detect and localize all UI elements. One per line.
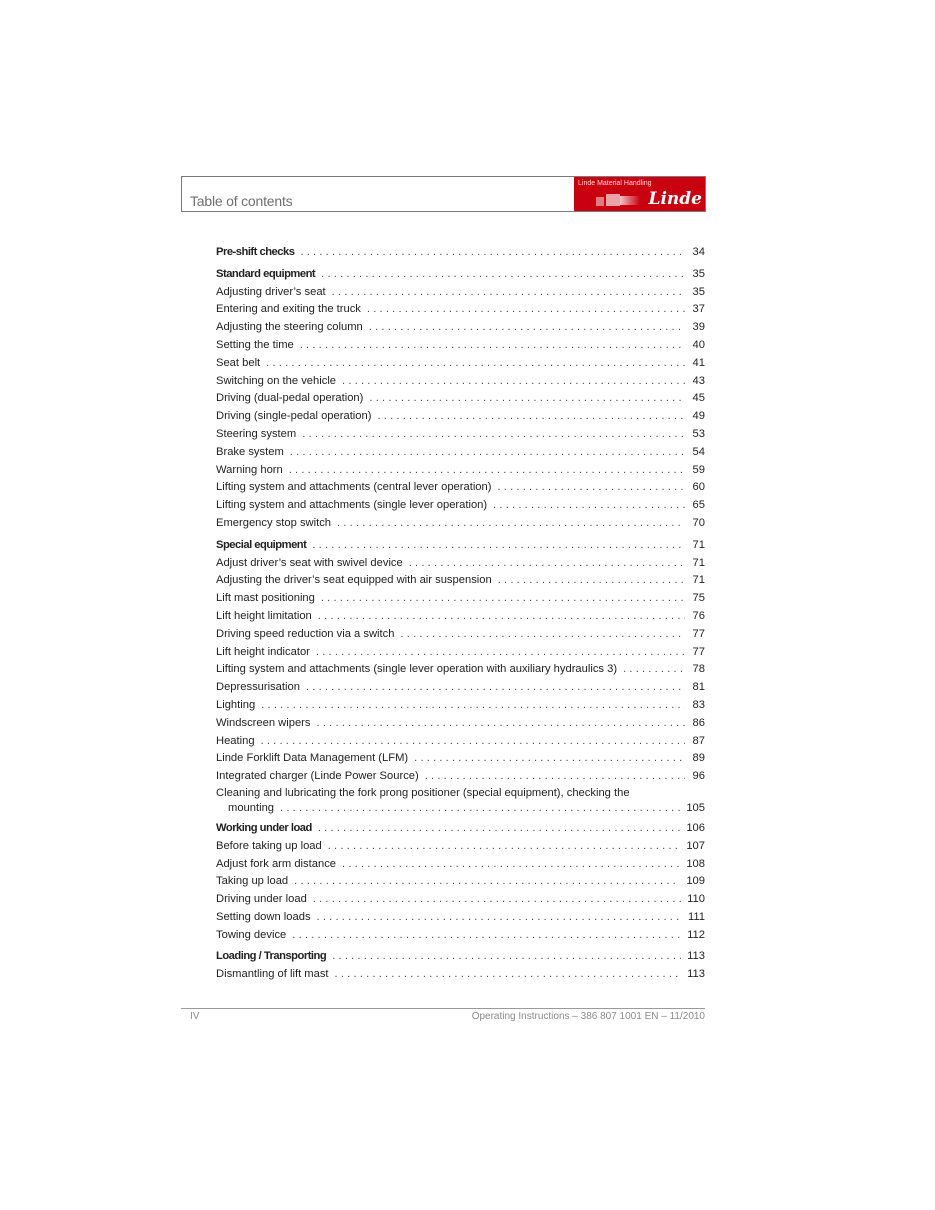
dot-leader (292, 927, 681, 945)
toc-entry[interactable] (216, 644, 705, 662)
toc-page-number: 83 (692, 698, 705, 711)
toc-page-number: 89 (692, 752, 705, 765)
toc-entry-title: Warning horn (216, 462, 289, 480)
toc-entry-title-cont: mounting (228, 801, 280, 816)
dot-leader (332, 948, 681, 966)
toc-entry-title: Brake system (216, 444, 290, 462)
toc-entry[interactable] (216, 768, 705, 786)
toc-entry-title: Setting the time (216, 337, 300, 355)
toc-entry-title: Lift height indicator (216, 644, 316, 662)
toc-entry-title: Adjust fork arm distance (216, 856, 342, 874)
dot-leader (266, 355, 685, 373)
toc-section[interactable] (216, 948, 705, 966)
dot-leader (261, 697, 685, 715)
toc-page-number: 108 (686, 857, 705, 870)
dot-leader (318, 608, 685, 626)
toc-entry[interactable] (216, 555, 705, 573)
dot-leader (335, 966, 682, 984)
dot-leader (317, 909, 682, 927)
toc-page-number: 113 (687, 950, 705, 963)
toc-page-number: 40 (692, 338, 705, 351)
toc-page-number: 109 (686, 875, 705, 888)
toc-page-number: 87 (692, 734, 705, 747)
toc-page-number: 65 (692, 499, 705, 512)
toc-entry[interactable] (216, 909, 705, 927)
toc-page-number: 107 (686, 839, 705, 852)
toc-entry[interactable] (216, 515, 705, 533)
toc-entry[interactable] (216, 462, 705, 480)
toc-entry[interactable] (216, 497, 705, 515)
toc-page-number: 43 (692, 374, 705, 387)
dot-leader (306, 679, 685, 697)
toc-entry-title: Integrated charger (Linde Power Source) (216, 768, 425, 786)
toc-page-number: 49 (692, 410, 705, 423)
toc-entry[interactable] (216, 873, 705, 891)
toc-entry-title: Lifting system and attachments (central lever operation) (216, 479, 497, 497)
toc-entry-title: Before taking up load (216, 838, 328, 856)
toc-entry[interactable] (216, 856, 705, 874)
toc-section[interactable] (216, 244, 705, 262)
dot-leader (290, 444, 685, 462)
toc-page-number: 77 (692, 645, 705, 658)
toc-entry-title: Seat belt (216, 355, 266, 373)
dot-leader (302, 426, 685, 444)
toc-entry-title: Emergency stop switch (216, 515, 337, 533)
toc-page-number: 59 (692, 463, 705, 476)
logo-wordmark: Linde (648, 189, 702, 209)
dot-leader (316, 644, 685, 662)
dot-leader (300, 337, 685, 355)
toc-page-number: 110 (687, 893, 705, 906)
footer-page-number: IV (190, 1011, 200, 1022)
toc-entry[interactable] (216, 572, 705, 590)
dot-leader (321, 266, 685, 284)
dot-leader (497, 479, 685, 497)
table-of-contents (216, 244, 705, 984)
toc-page-number: 75 (692, 592, 705, 605)
toc-entry-title: Driving under load (216, 891, 313, 909)
dot-leader (318, 820, 680, 838)
dot-leader (414, 750, 685, 768)
toc-page-number: 53 (692, 427, 705, 440)
dot-leader (493, 497, 685, 515)
dot-leader (312, 537, 685, 555)
dot-leader (425, 768, 685, 786)
toc-page-number: 35 (692, 285, 705, 298)
toc-page-number: 113 (687, 968, 705, 981)
dot-leader (328, 838, 681, 856)
toc-entry[interactable] (216, 608, 705, 626)
toc-entry[interactable] (216, 838, 705, 856)
toc-entry-title: Lift mast positioning (216, 590, 321, 608)
toc-entry-title: Driving (dual-pedal operation) (216, 390, 369, 408)
toc-entry-title: Adjusting driver’s seat (216, 284, 332, 302)
toc-entry[interactable] (216, 479, 705, 497)
toc-entry[interactable] (216, 373, 705, 391)
dot-leader (321, 590, 685, 608)
toc-entry-title: Lift height limitation (216, 608, 318, 626)
toc-entry-title: Setting down loads (216, 909, 317, 927)
toc-entry-title: Driving speed reduction via a switch (216, 626, 400, 644)
toc-entry[interactable] (216, 590, 705, 608)
toc-entry[interactable] (216, 408, 705, 426)
dot-leader (317, 715, 685, 733)
dot-leader (369, 390, 685, 408)
dot-leader (342, 856, 680, 874)
toc-entry-title: Steering system (216, 426, 302, 444)
toc-page-number: 37 (692, 303, 705, 316)
toc-page-number: 112 (687, 928, 705, 941)
toc-page-number: 34 (692, 246, 705, 258)
toc-page-number: 96 (692, 770, 705, 783)
toc-entry-title: Entering and exiting the truck (216, 301, 367, 319)
dot-leader (400, 626, 685, 644)
toc-entry-title: Standard equipment (216, 266, 321, 284)
toc-entry-title: Adjusting the driver’s seat equipped with air suspension (216, 572, 498, 590)
toc-page-number: 70 (692, 516, 705, 529)
dot-leader (280, 801, 680, 816)
dot-leader (300, 244, 685, 262)
toc-page-number: 45 (692, 392, 705, 405)
toc-entry-title: Driving (single-pedal operation) (216, 408, 377, 426)
toc-entry-title: Lifting system and attachments (single lever operation with auxiliary hydraulics 3) (216, 661, 623, 679)
toc-entry[interactable] (216, 337, 705, 355)
toc-entry[interactable] (216, 697, 705, 715)
dot-leader (294, 873, 680, 891)
toc-page-number: 105 (686, 801, 705, 814)
toc-entry[interactable] (216, 679, 705, 697)
toc-entry-title: Adjust driver’s seat with swivel device (216, 555, 409, 573)
toc-entry[interactable] (216, 891, 705, 909)
toc-entry[interactable] (216, 626, 705, 644)
toc-page-number: 86 (692, 716, 705, 729)
toc-entry-title: Adjusting the steering column (216, 319, 369, 337)
toc-entry[interactable] (216, 733, 705, 751)
toc-entry-title: Lifting system and attachments (single lever operation) (216, 497, 493, 515)
toc-entry[interactable] (216, 966, 705, 984)
toc-page-number: 71 (692, 574, 705, 587)
linde-logo (574, 177, 705, 211)
toc-page-number: 41 (692, 356, 705, 369)
toc-page-number: 60 (692, 481, 705, 494)
page-header (181, 176, 706, 212)
toc-entry[interactable] (216, 319, 705, 337)
toc-entry[interactable] (216, 301, 705, 319)
toc-entry-title: Windscreen wipers (216, 715, 317, 733)
dot-leader (623, 661, 685, 679)
toc-entry-title: Cleaning and lubricating the fork prong positioner (special equipment), checking the (216, 786, 630, 799)
toc-page-number: 71 (692, 538, 705, 551)
dot-leader (289, 462, 685, 480)
toc-entry-title: Loading / Transporting (216, 948, 332, 966)
dot-leader (409, 555, 685, 573)
toc-page-number: 54 (692, 445, 705, 458)
toc-entry[interactable] (216, 284, 705, 302)
toc-page-number: 106 (686, 821, 705, 834)
dot-leader (342, 373, 685, 391)
toc-entry[interactable] (216, 444, 705, 462)
toc-entry[interactable] (216, 715, 705, 733)
toc-entry[interactable] (216, 927, 705, 945)
toc-entry[interactable] (216, 661, 705, 679)
toc-entry[interactable] (216, 750, 705, 768)
toc-entry-title: Towing device (216, 927, 292, 945)
toc-entry-title: Linde Forklift Data Management (LFM) (216, 750, 414, 768)
toc-page-number: 78 (692, 663, 705, 676)
toc-entry-title: Pre-shift checks (216, 244, 300, 262)
toc-section[interactable] (216, 537, 705, 555)
toc-section[interactable] (216, 820, 705, 838)
dot-leader (332, 284, 685, 302)
logo-subtitle: Linde Material Handling (578, 180, 652, 187)
toc-entry-title: Depressurisation (216, 679, 306, 697)
toc-page-number: 81 (692, 681, 705, 694)
toc-page-number: 76 (692, 609, 705, 622)
logo-decoration (606, 194, 620, 206)
toc-entry[interactable] (216, 786, 705, 816)
dot-leader (377, 408, 685, 426)
dot-leader (337, 515, 685, 533)
toc-page-number: 39 (692, 321, 705, 334)
dot-leader (367, 301, 685, 319)
toc-entry-title: Heating (216, 733, 261, 751)
dot-leader (369, 319, 685, 337)
footer-document-info: Operating Instructions – 386 807 1001 EN – 11/2010 (471, 1011, 705, 1022)
toc-entry[interactable] (216, 355, 705, 373)
toc-entry-title: Dismantling of lift mast (216, 966, 335, 984)
toc-entry[interactable] (216, 390, 705, 408)
toc-page-number: 77 (692, 627, 705, 640)
toc-entry[interactable] (216, 426, 705, 444)
toc-entry-title: Taking up load (216, 873, 294, 891)
dot-leader (313, 891, 681, 909)
dot-leader (261, 733, 685, 751)
toc-section[interactable] (216, 266, 705, 284)
toc-entry-title: Switching on the vehicle (216, 373, 342, 391)
dot-leader (498, 572, 685, 590)
logo-decoration (596, 197, 604, 206)
toc-page-number: 71 (692, 556, 705, 569)
toc-page-number: 111 (687, 910, 705, 923)
toc-entry-title: Lighting (216, 697, 261, 715)
page-title: Table of contents (190, 193, 293, 209)
logo-decoration (620, 196, 640, 205)
footer-divider (181, 1008, 705, 1009)
toc-entry-title: Working under load (216, 820, 318, 838)
toc-page-number: 35 (692, 267, 705, 280)
toc-entry-title: Special equipment (216, 537, 312, 555)
